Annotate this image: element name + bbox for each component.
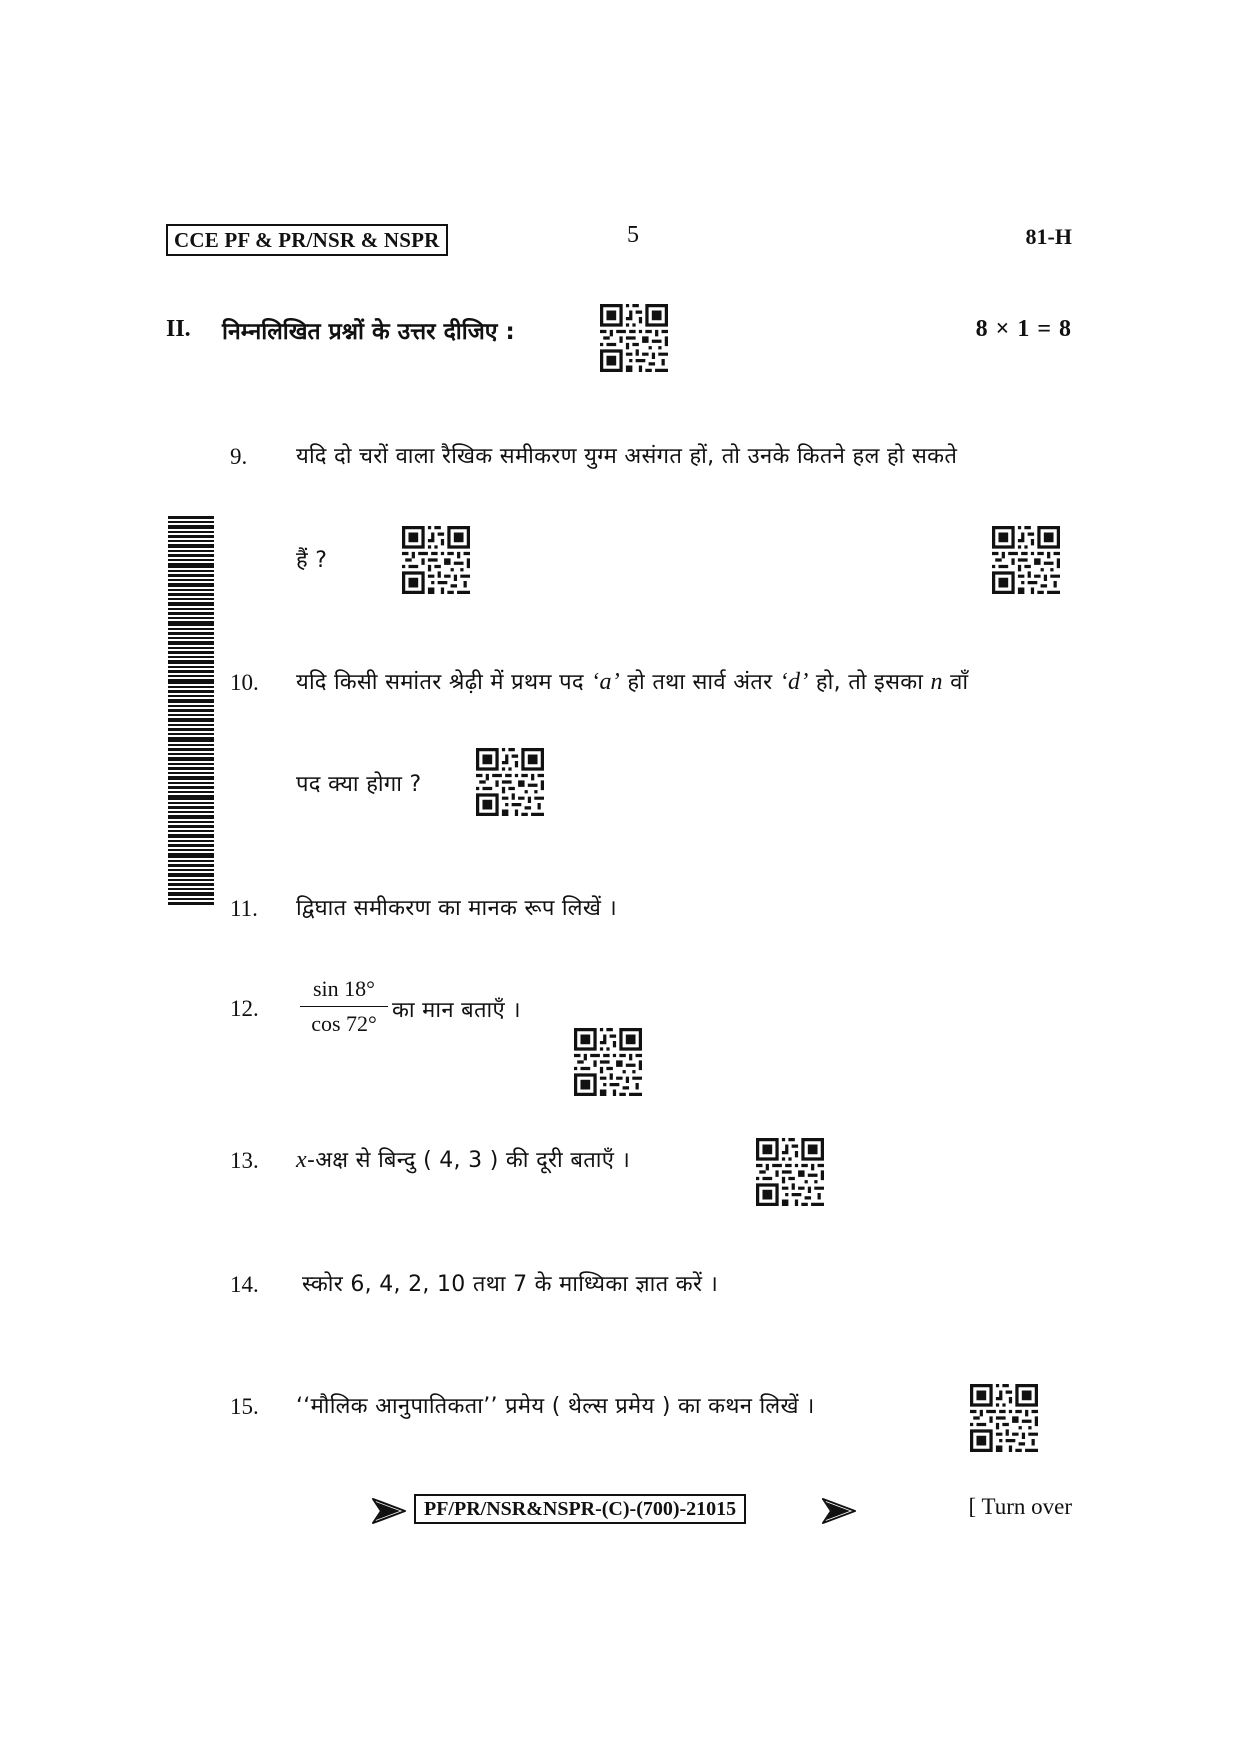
question-9-text-cont: हैं ? (296, 548, 328, 573)
question-number: 15. (230, 1394, 259, 1419)
question-11-text: द्विघात समीकरण का मानक रूप लिखें । (296, 896, 618, 921)
footer-code-box: PF/PR/NSR&NSPR-(C)-(700)-21015 (414, 1494, 746, 1524)
section-title: निम्नलिखित प्रश्नों के उत्तर दीजिए : (222, 319, 515, 345)
paper-code: 81-H (1025, 224, 1072, 249)
question-15-text: ‘‘मौलिक आनुपातिकता’’ प्रमेय ( थेल्स प्रमेय ) का कथन लिखें । (296, 1394, 815, 1419)
question-10-text-cont: पद क्या होगा ? (296, 772, 422, 797)
qr-code-icon (600, 304, 668, 372)
fraction-numerator: sin 18° (300, 976, 388, 1007)
question-number: 11. (230, 896, 258, 921)
qr-code-icon (402, 526, 470, 594)
question-13-text: x-अक्ष से बिन्दु ( 4, 3 ) की दूरी बताएँ । (296, 1147, 631, 1173)
question-number: 14. (230, 1272, 259, 1297)
arrow-right-icon (372, 1498, 406, 1524)
fraction (300, 976, 388, 1037)
exam-code-box: CCE PF & PR/NSR & NSPR (166, 224, 448, 256)
question-number: 10. (230, 670, 259, 695)
question-number: 9. (230, 444, 248, 469)
qr-code-icon (574, 1028, 642, 1096)
qr-code-icon (992, 526, 1060, 594)
qr-code-icon (970, 1384, 1038, 1452)
barcode-icon (168, 516, 214, 908)
question-10-text: यदि किसी समांतर श्रेढ़ी में प्रथम पद ‘a’ हो तथा सार्व अंतर ‘d’ हो, तो इसका n वाँ (296, 669, 969, 695)
question-number: 13. (230, 1148, 259, 1173)
turn-over-label: [ Turn over (968, 1494, 1072, 1519)
page-number: 5 (627, 222, 639, 248)
question-9-text: यदि दो चरों वाला रैखिक समीकरण युग्म असंगत हों, तो उनके कितने हल हो सकते (296, 444, 958, 469)
fraction-denominator: cos 72° (311, 1011, 377, 1036)
qr-code-icon (756, 1138, 824, 1206)
section-number: II. (166, 316, 191, 342)
qr-code-icon (476, 748, 544, 816)
question-number: 12. (230, 996, 259, 1021)
question-14-text: स्कोर 6, 4, 2, 10 तथा 7 के माध्यिका ज्ञात करें । (302, 1272, 719, 1297)
question-12-text: का मान बताएँ । (392, 998, 521, 1023)
arrow-right-icon (822, 1498, 856, 1524)
section-marks: 8 × 1 = 8 (975, 316, 1072, 342)
